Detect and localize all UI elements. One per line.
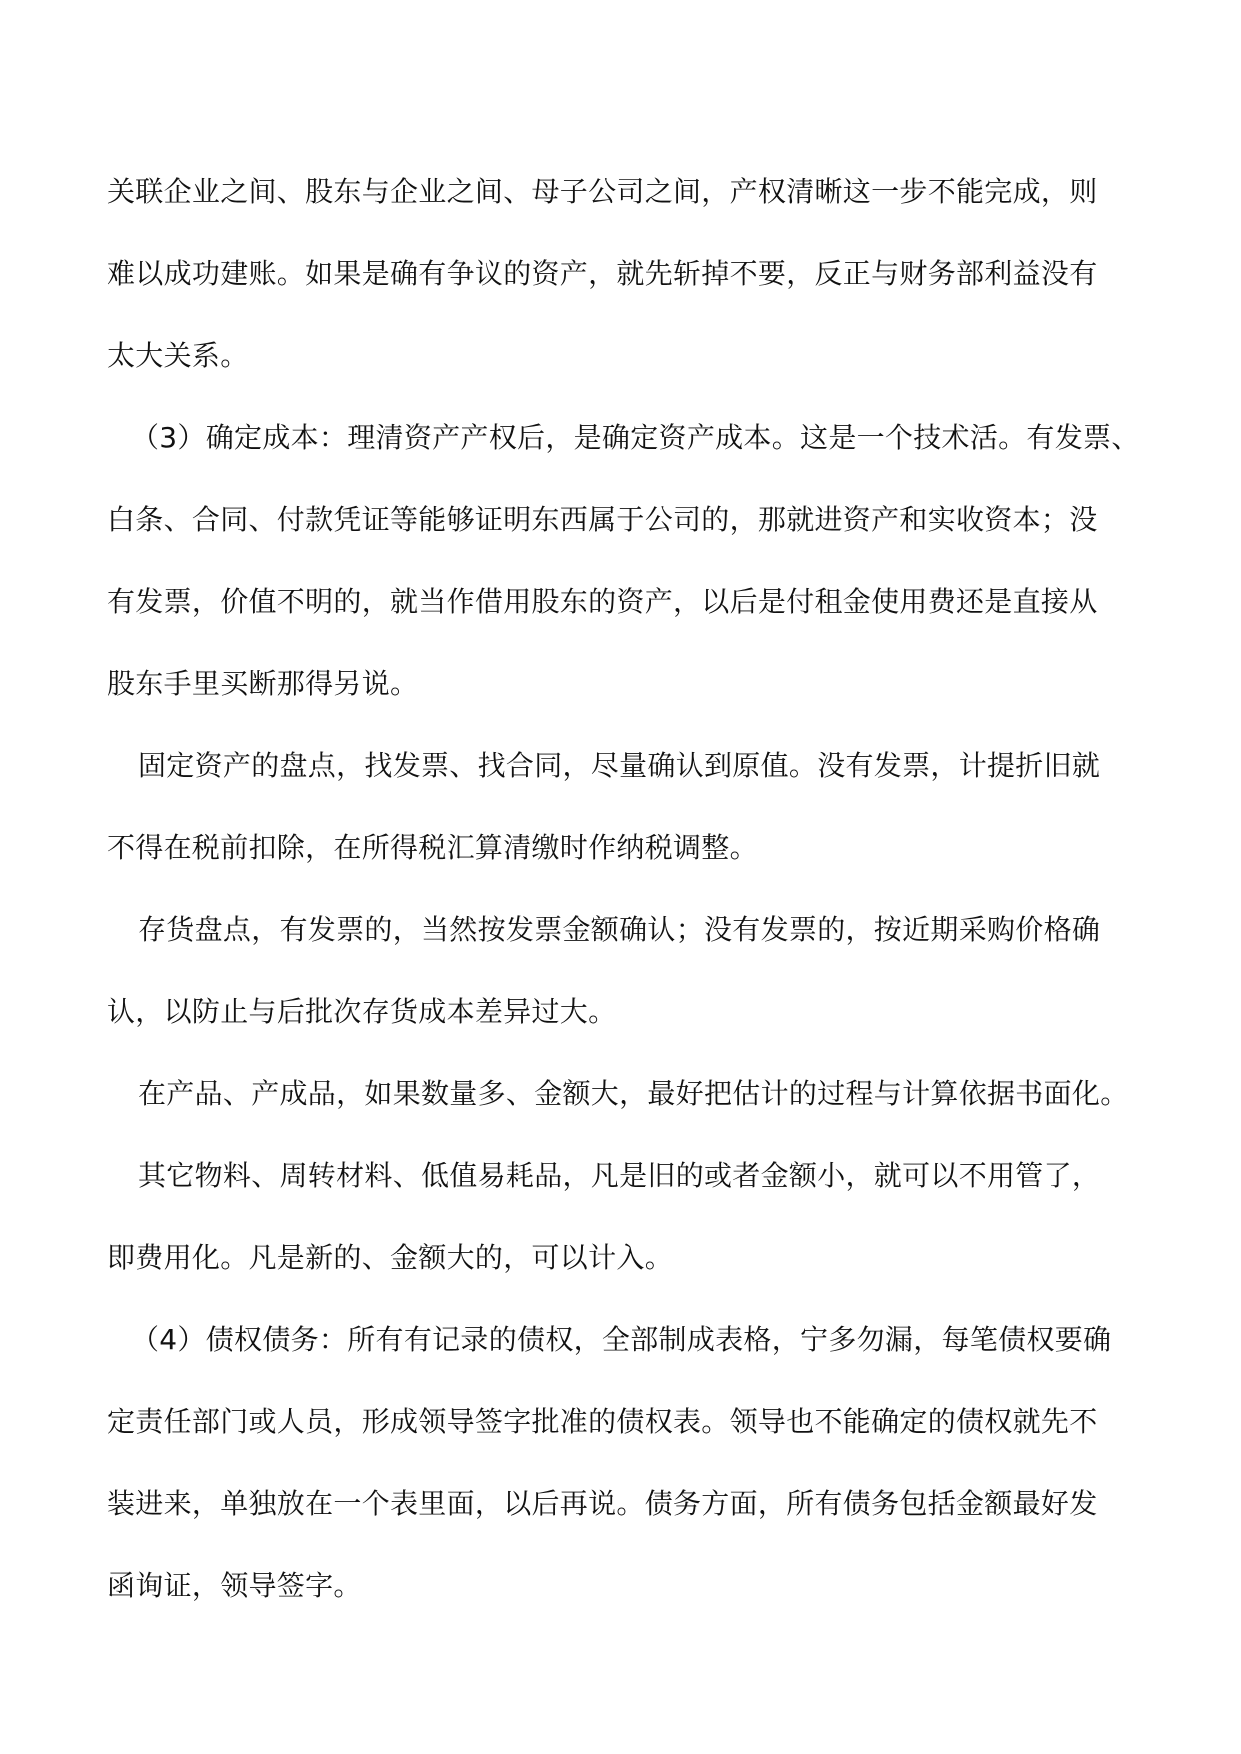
paragraph-line: 股东手里买断那得另说。 bbox=[107, 667, 419, 700]
paragraph-line: （4）债权债务：所有有记录的债权，全部制成表格，宁多勿漏，每笔债权要确 bbox=[131, 1323, 1112, 1356]
paragraph-line: 在产品、产成品，如果数量多、金额大，最好把估计的过程与计算依据书面化。 bbox=[138, 1077, 1129, 1110]
paragraph-line: 即费用化。凡是新的、金额大的，可以计入。 bbox=[107, 1241, 674, 1274]
paragraph-line: 函询证，领导签字。 bbox=[107, 1569, 362, 1602]
paragraph-line: 固定资产的盘点，找发票、找合同，尽量确认到原值。没有发票，计提折旧就 bbox=[138, 749, 1101, 782]
paragraph-line: 其它物料、周转材料、低值易耗品，凡是旧的或者金额小，就可以不用管了， bbox=[138, 1159, 1101, 1192]
paragraph-line: 认，以防止与后批次存货成本差异过大。 bbox=[107, 995, 617, 1028]
paragraph-line: 装进来，单独放在一个表里面，以后再说。债务方面，所有债务包括金额最好发 bbox=[107, 1487, 1098, 1520]
paragraph-line: 存货盘点，有发票的，当然按发票金额确认；没有发票的，按近期采购价格确 bbox=[138, 913, 1101, 946]
paragraph-line: 太大关系。 bbox=[107, 339, 249, 372]
paragraph-line: （3）确定成本：理清资产产权后，是确定资产成本。这是一个技术活。有发票、 bbox=[131, 421, 1140, 454]
paragraph-line: 难以成功建账。如果是确有争议的资产，就先斩掉不要，反正与财务部利益没有 bbox=[107, 257, 1098, 290]
paragraph-line: 不得在税前扣除，在所得税汇算清缴时作纳税调整。 bbox=[107, 831, 758, 864]
paragraph-line: 有发票，价值不明的，就当作借用股东的资产，以后是付租金使用费还是直接从 bbox=[107, 585, 1098, 618]
paragraph-line: 定责任部门或人员，形成领导签字批准的债权表。领导也不能确定的债权就先不 bbox=[107, 1405, 1098, 1438]
paragraph-line: 白条、合同、付款凭证等能够证明东西属于公司的，那就进资产和实收资本；没 bbox=[107, 503, 1098, 536]
paragraph-line: 关联企业之间、股东与企业之间、母子公司之间，产权清晰这一步不能完成，则 bbox=[107, 175, 1098, 208]
